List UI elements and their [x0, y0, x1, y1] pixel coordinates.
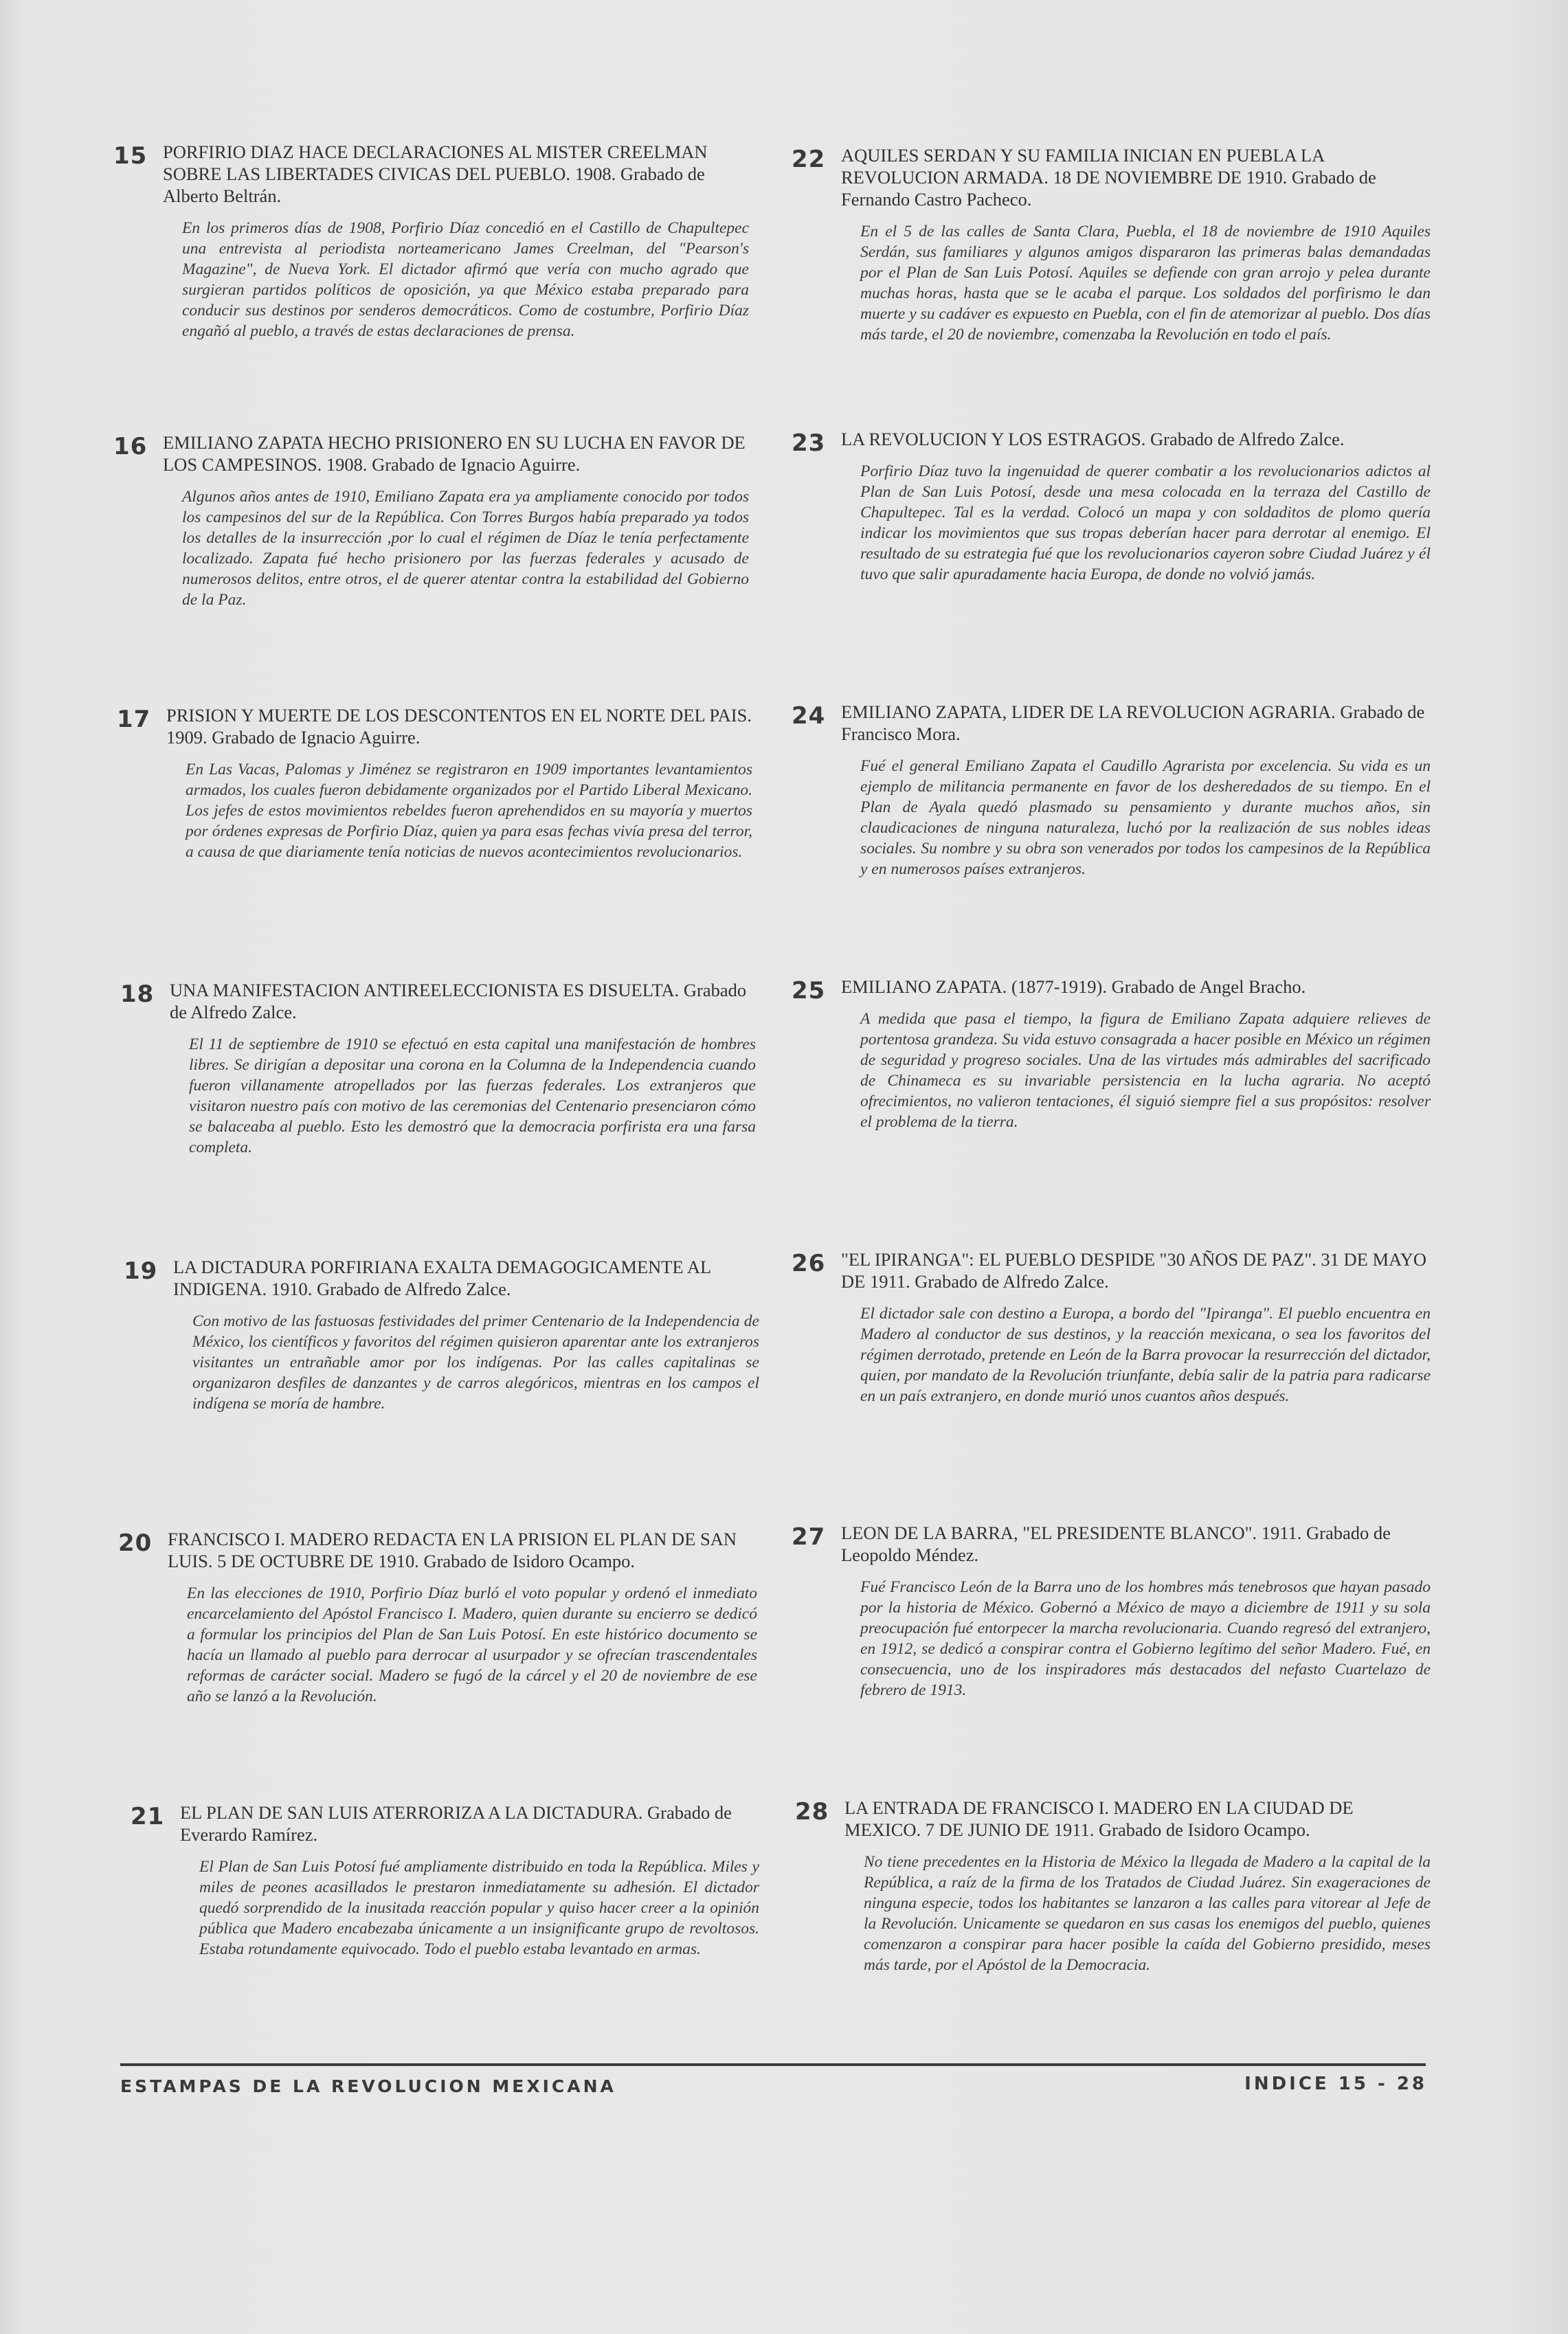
- entry-number: 15: [113, 142, 148, 170]
- entry-heading: LA ENTRADA DE FRANCISCO I. MADERO EN LA CIUDAD DE MEXICO. 7 DE JUNIO DE 1911. Grabado de Isidoro Ocampo.: [844, 1797, 1354, 1840]
- entry-26: [792, 1248, 1431, 1406]
- entry-heading: "EL IPIRANGA": EL PUEBLO DESPIDE "30 AÑOS DE PAZ". 31 DE MAYO DE 1911. Grabado de Alfredo Zalce.: [841, 1249, 1427, 1292]
- entry-25: [792, 976, 1431, 1132]
- entry-heading: PRISION Y MUERTE DE LOS DESCONTENTOS EN EL NORTE DEL PAIS. 1909. Grabado de Ignacio Aguirre.: [166, 705, 752, 748]
- entry-description: El Plan de San Luis Potosí fué ampliamente distribuido en toda la República. Miles y miles de peones acasillados le prestaron inmediatamente su adhesión. El dictador quedó sorprendido de la inusitada reacción popular y quiso hacer creer a la opinión pública que Madero encabezaba únicamente a un insignificante grupo de revoltosos. Estaba rotundamente equivocado. Todo el pueblo estaba levantado en armas.: [199, 1858, 759, 1958]
- index-range: INDICE 15 - 28: [1244, 2074, 1427, 2094]
- entry-description: No tiene precedentes en la Historia de México la llegada de Madero a la capital de la República, a raíz de la firma de los Tratados de Ciudad Juárez. Sin exageraciones de ninguna especie, todos los habitantes se lanzaron a las calles para vitorear al Jefe de la Revolución. Unicamente se quedaron en sus casas los enemigos del pueblo, quienes comenzaron a conspirar para hacer posible la caída del Gobierno presidido, meses más tarde, por el Apóstol de la Democracia.: [864, 1853, 1431, 1974]
- entry-16: [113, 431, 749, 610]
- entry-19: [124, 1256, 759, 1414]
- entry-heading: LEON DE LA BARRA, "EL PRESIDENTE BLANCO". 1911. Grabado de Leopoldo Méndez.: [841, 1523, 1391, 1565]
- entry-number: 24: [792, 702, 826, 730]
- entry-27: [792, 1522, 1431, 1701]
- entry-heading: EL PLAN DE SAN LUIS ATERRORIZA A LA DICTADURA. Grabado de Everardo Ramírez.: [180, 1802, 732, 1845]
- entry-description: Fué Francisco León de la Barra uno de los hombres más tenebrosos que hayan pasado por la historia de México. Gobernó a México de mayo a diciembre de 1911 y su sola preocupación fué entorpecer la marcha revolucionaria. Cuando regresó del extranjero, en 1912, se dedicó a conspirar contra el Gobierno legítimo del señor Madero. Fué, en consecuencia, uno de los inspiradores más destacados del nefasto Cuartelazo de febrero de 1913.: [860, 1578, 1431, 1699]
- entry-description: El dictador sale con destino a Europa, a bordo del "Ipiranga". El pueblo encuentra en Madero al conductor de sus destinos, y la reacción mexicana, o sea los favoritos del régimen derrotado, pretende en León de la Barra provocar la resurrección del dictador, quien, por mandato de la Revolución triunfante, debía salir de la patria para radicarse en un país extranjero, en donde murió unos cuantos años después.: [860, 1305, 1431, 1405]
- entry-heading: EMILIANO ZAPATA HECHO PRISIONERO EN SU LUCHA EN FAVOR DE LOS CAMPESINOS. 1908. Grabado de Ignacio Aguirre.: [163, 432, 746, 475]
- entry-description: En Las Vacas, Palomas y Jiménez se registraron en 1909 importantes levantamientos armados, los cuales fueron debidamente organizados por el Partido Liberal Mexicano. Los jefes de estos movimientos rebeldes fueron aprehendidos en su mayoría y muertos por órdenes expresas de Porfirio Díaz, quien ya para esas fechas vivía presa del terror, a causa de que diariamente tenía noticias de nuevos acontecimientos revolucionarios.: [186, 761, 752, 861]
- entry-number: 20: [118, 1529, 153, 1557]
- entry-18: [120, 979, 756, 1158]
- entry-15: [113, 141, 749, 341]
- entry-heading: LA REVOLUCION Y LOS ESTRAGOS. Grabado de Alfredo Zalce.: [841, 429, 1345, 449]
- entry-number: 27: [792, 1523, 826, 1551]
- entry-number: 17: [117, 706, 151, 733]
- entry-number: 25: [792, 977, 826, 1005]
- entry-description: Fué el general Emiliano Zapata el Caudillo Agrarista por excelencia. Su vida es un ejemplo de militancia permanente en favor de los desheredados de su tiempo. En el Plan de Ayala quedó plasmado su pensamiento y durante muchos años, sin claudicaciones de ninguna naturaleza, luchó por la realización de sus nobles ideas sociales. Su nombre y su obra son venerados por todos los campesinos de la República y en numerosos países extranjeros.: [860, 757, 1431, 878]
- entry-number: 21: [131, 1803, 165, 1830]
- entry-description: En las elecciones de 1910, Porfirio Díaz burló el voto popular y ordenó el inmediato encarcelamiento del Apóstol Francisco I. Madero, quien durante su encierro se dedicó a formular los principios del Plan de San Luis Potosí. En este histórico documento se hacía un llamado al pueblo para derrocar al usurpador y se ofrecían trascendentales reformas de carácter social. Madero se fugó de la cárcel y el 20 de noviembre de ese año se lanzó a la Revolución.: [187, 1584, 757, 1705]
- publication-title: ESTAMPAS DE LA REVOLUCION MEXICANA: [120, 2076, 616, 2096]
- entry-24: [792, 701, 1431, 879]
- entry-description: Porfirio Díaz tuvo la ingenuidad de querer combatir a los revolucionarios adictos al Plan de San Luis Potosí, desde una mesa colocada en la terraza del Castillo de Chapultepec. Tal es la verdad. Colocó un mapa y con soldaditos de plomo quería indicar los movimientos que sus tropas deberían hacer para derrotar al enemigo. El resultado de su estrategia fué que los revolucionarios cayeron sobre Ciudad Juárez y él tuvo que salir apuradamente hacia Europa, de donde no volvió jamás.: [860, 462, 1431, 583]
- entry-heading: PORFIRIO DIAZ HACE DECLARACIONES AL MISTER CREELMAN SOBRE LAS LIBERTADES CIVICAS DEL PUEBLO. 1908. Grabado de Alberto Beltrán.: [163, 142, 708, 206]
- entry-heading: FRANCISCO I. MADERO REDACTA EN LA PRISION EL PLAN DE SAN LUIS. 5 DE OCTUBRE DE 1910. Grabado de Isidoro Ocampo.: [168, 1529, 737, 1571]
- entry-23: [792, 428, 1431, 585]
- entry-22: [792, 144, 1431, 345]
- entry-description: Algunos años antes de 1910, Emiliano Zapata era ya ampliamente conocido por todos los campesinos del sur de la República. Con Torres Burgos había preparado ya todos los detalles de la insurrección ,por lo cual el régimen de Díaz le tenía perfectamente localizado. Zapata fué hecho prisionero por las fuerzas federales y acusado de numerosos delitos, entre otros, el de querer atentar contra la estabilidad del Gobierno de la Paz.: [182, 488, 749, 609]
- entry-number: 23: [792, 429, 826, 457]
- entry-20: [118, 1528, 757, 1707]
- footer-rule: [120, 2063, 1426, 2066]
- entry-28: [795, 1797, 1431, 1975]
- entry-heading: EMILIANO ZAPATA. (1877-1919). Grabado de Angel Bracho.: [841, 976, 1306, 997]
- entry-heading: EMILIANO ZAPATA, LIDER DE LA REVOLUCION AGRARIA. Grabado de Francisco Mora.: [841, 702, 1425, 744]
- entry-number: 19: [124, 1257, 158, 1285]
- entry-number: 16: [113, 433, 148, 460]
- entry-description: A medida que pasa el tiempo, la figura de Emiliano Zapata adquiere relieves de portentosa grandeza. Su vida estuvo consagrada a hacer posible en México un régimen de seguridad y progreso sociales. Una de las virtudes más admirables del sacrificado de Chinameca es su invariable persistencia en la lucha agraria. No aceptó ofrecimientos, no valieron tentaciones, él siguió siempre fiel a sus propósitos: resolver el problema de la tierra.: [860, 1010, 1431, 1131]
- entry-description: En los primeros días de 1908, Porfirio Díaz concedió en el Castillo de Chapultepec una entrevista al periodista norteamericano James Creelman, del "Pearson's Magazine", de Nueva York. El dictador afirmó que vería con mucho agrado que surgieran partidos políticos de oposición, ya que México estaba preparado para conducir sus destinos por senderos democráticos. Como de costumbre, Porfirio Díaz engañó al pueblo, a través de estas declaraciones de prensa.: [182, 219, 749, 340]
- entry-description: El 11 de septiembre de 1910 se efectuó en esta capital una manifestación de hombres libres. Se dirigían a depositar una corona en la Columna de la Independencia cuando fueron villanamente atropellados por las fuerzas federales. Los extranjeros que visitaron nuestro país con motivo de las ceremonias del Centenario presenciaron cómo se balaceaba al pueblo. Esto les demostró que la democracia porfirista era una farsa completa.: [189, 1035, 756, 1156]
- entry-number: 26: [792, 1250, 826, 1277]
- entry-number: 18: [120, 980, 155, 1008]
- entry-number: 28: [795, 1798, 829, 1826]
- entry-number: 22: [792, 146, 826, 173]
- entry-description: En el 5 de las calles de Santa Clara, Puebla, el 18 de noviembre de 1910 Aquiles Serdán, sus familiares y algunos amigos dispararon las primeras balas demandadas por el Plan de San Luis Potosí. Aquiles se defiende con gran arrojo y pelea durante muchas horas, hasta que se le acaba el parque. Los soldados del porfirismo le dan muerte y su cadáver es expuesto en Puebla, con el fin de atemorizar al pueblo. Dos días más tarde, el 20 de noviembre, comenzaba la Revolución en todo el país.: [860, 223, 1431, 344]
- entry-heading: LA DICTADURA PORFIRIANA EXALTA DEMAGOGICAMENTE AL INDIGENA. 1910. Grabado de Alfredo Zalce.: [173, 1257, 711, 1299]
- entry-17: [117, 704, 752, 862]
- entry-description: Con motivo de las fastuosas festividades del primer Centenario de la Independencia de México, los científicos y favoritos del régimen quisieron aparentar ante los extranjeros visitantes un entrañable amor por los indígenas. Por las calles capitalinas se organizaron desfiles de danzantes y de carros alegóricos, mientras en los campos el indígena se moría de hambre.: [192, 1312, 759, 1413]
- entry-heading: AQUILES SERDAN Y SU FAMILIA INICIAN EN PUEBLA LA REVOLUCION ARMADA. 18 DE NOVIEMBRE DE 1910. Grabado de Fernando Castro Pacheco.: [841, 145, 1376, 210]
- entry-heading: UNA MANIFESTACION ANTIREELECCIONISTA ES DISUELTA. Grabado de Alfredo Zalce.: [170, 980, 747, 1022]
- entry-21: [131, 1802, 759, 1960]
